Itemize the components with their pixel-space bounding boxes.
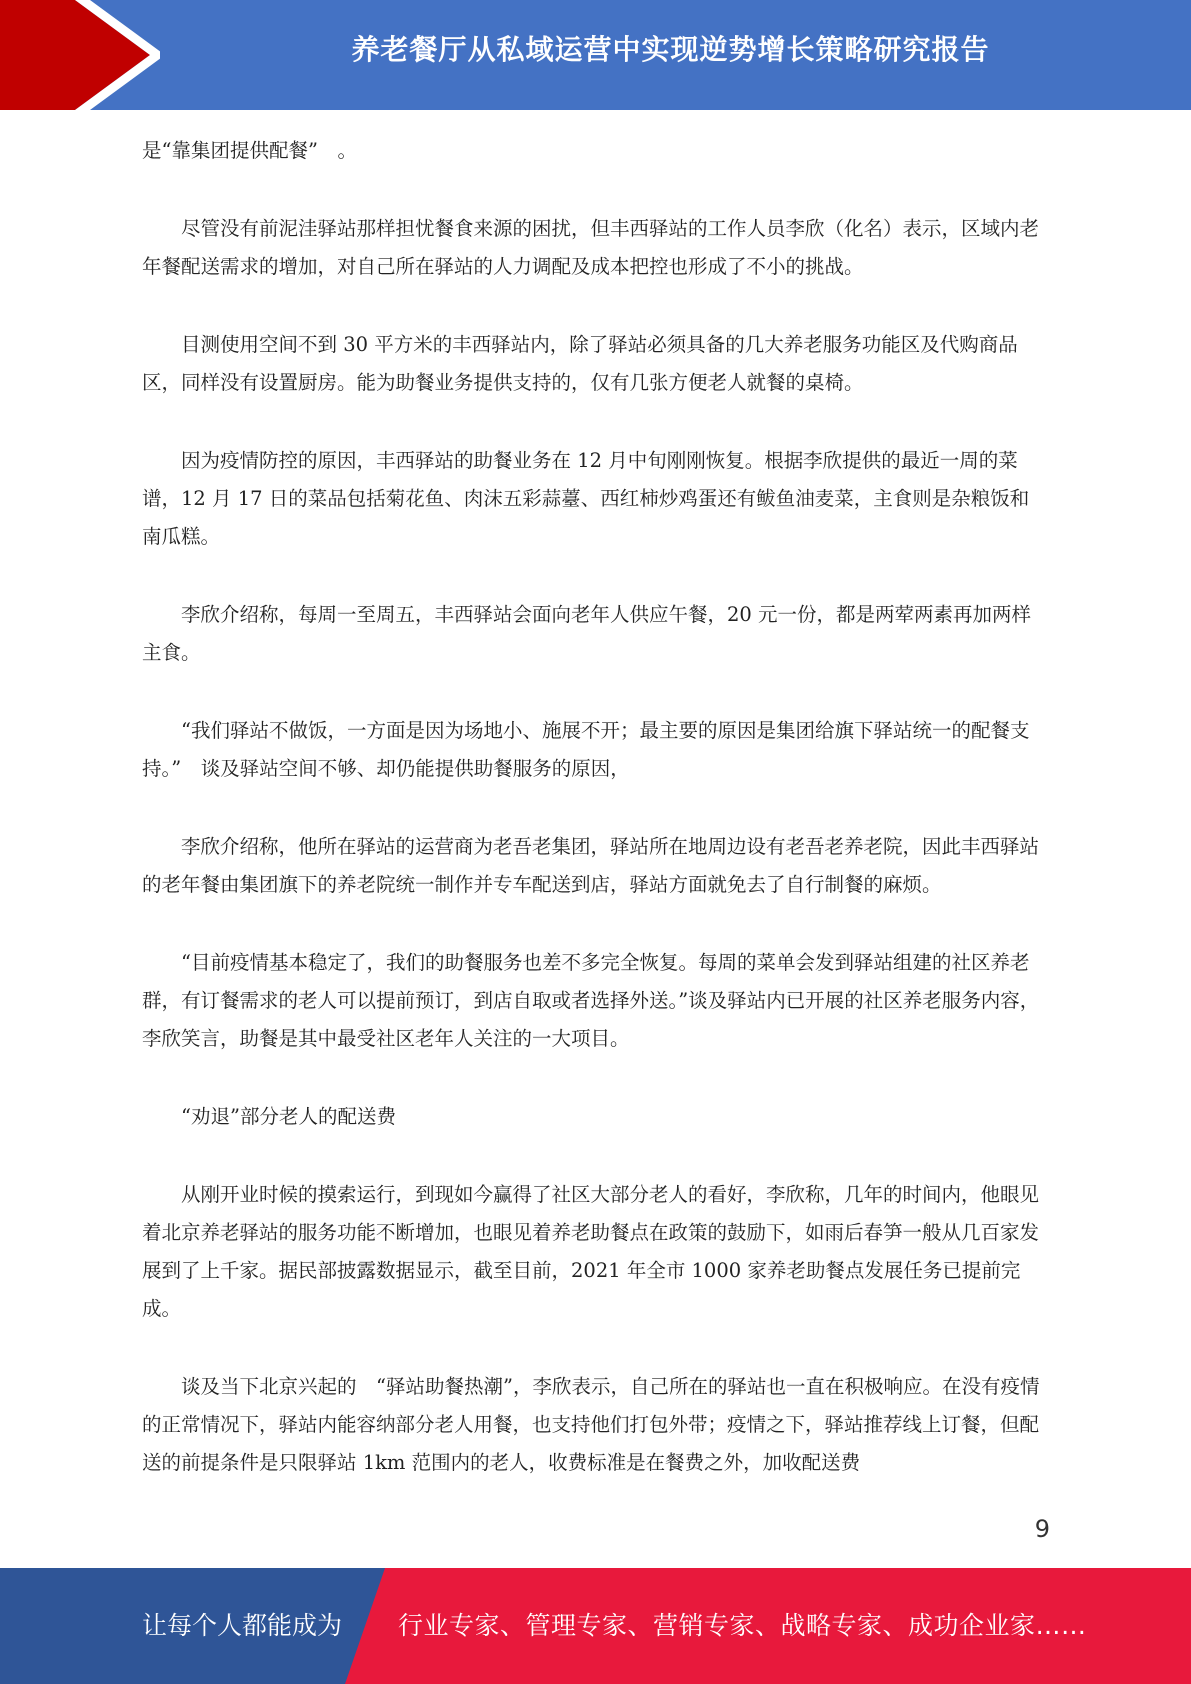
paragraph-5: 李欣介绍称，每周一至周五，丰西驿站会面向老年人供应午餐，20 元一份，都是两荤两素再加两样主食。 [142,603,1032,664]
section-subheading: “劝退”部分老人的配送费 [181,1105,396,1128]
footer-band [0,1568,1191,1684]
paragraph-2: 尽管没有前泥洼驿站那样担忧餐食来源的困扰，但丰西驿站的工作人员李欣（化名）表示，区域内老年餐配送需求的增加，对自己所在驿站的人力调配及成本把控也形成了不小的挑战。 [142,217,1040,278]
paragraph-8: “目前疫情基本稳定了，我们的助餐服务也差不多完全恢复。每周的菜单会发到驿站组建的社区养老群，有订餐需求的老人可以提前预订，到店自取或者选择外送。”谈及驿站内已开展的社区养老服务内容，李欣笑言，助餐是其中最受社区老年人关注的一大项目。 [142,951,1040,1050]
document-title: 养老餐厅从私域运营中实现逆势增长策略研究报告 [351,33,990,66]
header-arrow-decoration [0,0,160,110]
paragraph-3: 目测使用空间不到 30 平方米的丰西驿站内，除了驿站必须具备的几大养老服务功能区及代购商品区，同样没有设置厨房。能为助餐业务提供支持的，仅有几张方便老人就餐的桌椅。 [142,333,1018,394]
header-band [0,0,1191,110]
footer-slogan-left: 让每个人都能成为 [142,1611,343,1640]
article-body [142,132,1047,1522]
paragraph-10: 谈及当下北京兴起的 “驿站助餐热潮”，李欣表示，自己所在的驿站也一直在积极响应。在没有疫情的正常情况下，驿站内能容纳部分老人用餐，也支持他们打包外带；疫情之下，驿站推荐线上订餐，但配送的前提条件是只限驿站 1km 范围内的老人，收费标准是在餐费之外，加收配送费 [142,1375,1040,1474]
paragraph-7: 李欣介绍称，他所在驿站的运营商为老吾老集团，驿站所在地周边设有老吾老养老院，因此丰西驿站的老年餐由集团旗下的养老院统一制作并专车配送到店，驿站方面就免去了自行制餐的麻烦。 [142,835,1040,896]
page-number: 9 [1034,1515,1050,1543]
paragraph-1: 是“靠集团提供配餐” 。 [142,139,357,162]
paragraph-4: 因为疫情防控的原因，丰西驿站的助餐业务在 12 月中旬刚刚恢复。根据李欣提供的最近一周的菜谱，12 月 17 日的菜品包括菊花鱼、肉沫五彩蒜薹、西红柿炒鸡蛋还有鲅鱼油麦菜，主食则是杂粮饭和南瓜糕。 [142,449,1030,548]
footer-slogan-right: 行业专家、管理专家、营销专家、战略专家、成功企业家…… [398,1611,1087,1640]
paragraph-9: 从刚开业时候的摸索运行，到现如今赢得了社区大部分老人的看好，李欣称，几年的时间内，他眼见着北京养老驿站的服务功能不断增加，也眼见着养老助餐点在政策的鼓励下，如雨后春笋一般从几百家发展到了上千家。据民部披露数据显示，截至目前，2021 年全市 1000 家养老助餐点发展任务已提前完成。 [142,1183,1040,1320]
header-red-chevron [0,0,150,110]
paragraph-6: “我们驿站不做饭，一方面是因为场地小、施展不开；最主要的原因是集团给旗下驿站统一的配餐支持。” 谈及驿站空间不够、却仍能提供助餐服务的原因， [142,719,1030,780]
